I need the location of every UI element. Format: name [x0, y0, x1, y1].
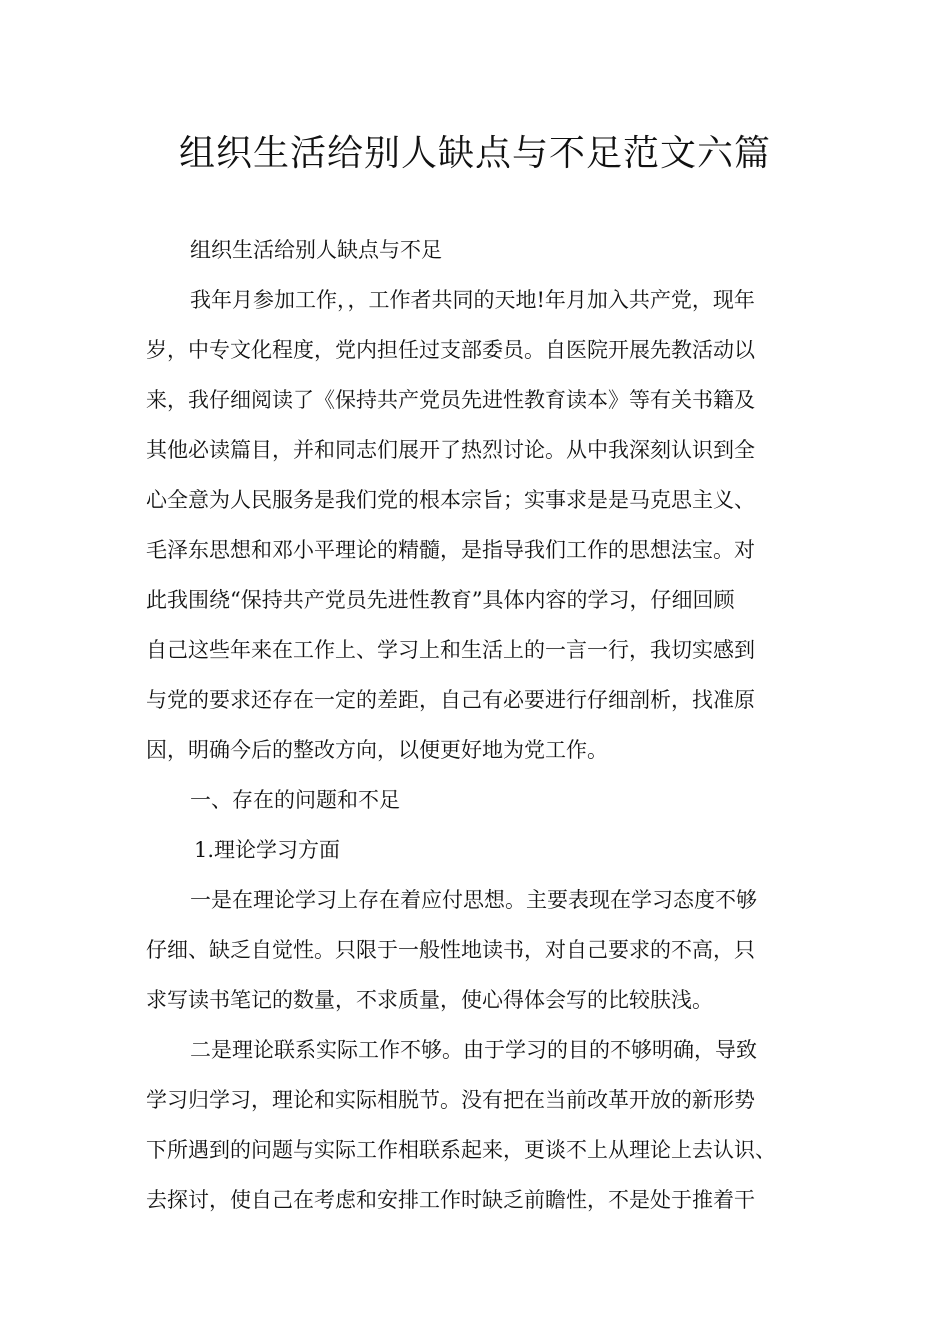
paragraph-line: 其他必读篇目，并和同志们展开了热烈讨论。从中我深刻认识到全 [146, 438, 755, 462]
paragraph-line: 二是理论联系实际工作不够。由于学习的目的不够明确，导致 [190, 1038, 757, 1062]
section-heading: 一、存在的问题和不足 [190, 788, 400, 812]
paragraph-line: 自己这些年来在工作上、学习上和生活上的一言一行，我切实感到 [146, 638, 755, 662]
paragraph-line: 求写读书笔记的数量，不求质量，使心得体会写的比较肤浅。 [146, 988, 713, 1012]
paragraph-line: 毛泽东思想和邓小平理论的精髓，是指导我们工作的思想法宝。对 [146, 538, 755, 562]
paragraph-line: 我年月参加工作，，工作者共同的天地!年月加入共产党，现年 [190, 288, 755, 312]
paragraph-line: 心全意为人民服务是我们党的根本宗旨；实事求是是马克思主义、 [146, 488, 755, 512]
paragraph-line: 下所遇到的问题与实际工作相联系起来，更谈不上从理论上去认识、 [146, 1138, 776, 1162]
paragraph-line: 此我围绕“保持共产党员先进性教育”具体内容的学习，仔细回顾 [146, 588, 735, 612]
paragraph-line: 与党的要求还存在一定的差距，自己有必要进行仔细剖析，找准原 [146, 688, 755, 712]
document-title: 组织生活给别人缺点与不足范文六篇 [178, 133, 771, 174]
subsection-heading: 1.理论学习方面 [194, 838, 341, 862]
paragraph-line: 仔细、缺乏自觉性。只限于一般性地读书，对自己要求的不高，只 [146, 938, 755, 962]
paragraph-line: 去探讨，使自己在考虑和安排工作时缺乏前瞻性，不是处于推着干 [146, 1188, 755, 1212]
paragraph-line: 学习归学习，理论和实际相脱节。没有把在当前改革开放的新形势 [146, 1088, 755, 1112]
paragraph-line: 因，明确今后的整改方向，以便更好地为党工作。 [146, 738, 608, 762]
paragraph-line: 来，我仔细阅读了《保持共产党员先进性教育读本》等有关书籍及 [146, 388, 755, 412]
paragraph-line: 岁，中专文化程度，党内担任过支部委员。自医院开展先教活动以 [146, 338, 755, 362]
subtitle-line: 组织生活给别人缺点与不足 [190, 238, 442, 262]
paragraph-line: 一是在理论学习上存在着应付思想。主要表现在学习态度不够 [190, 888, 757, 912]
document-body [146, 225, 808, 1225]
